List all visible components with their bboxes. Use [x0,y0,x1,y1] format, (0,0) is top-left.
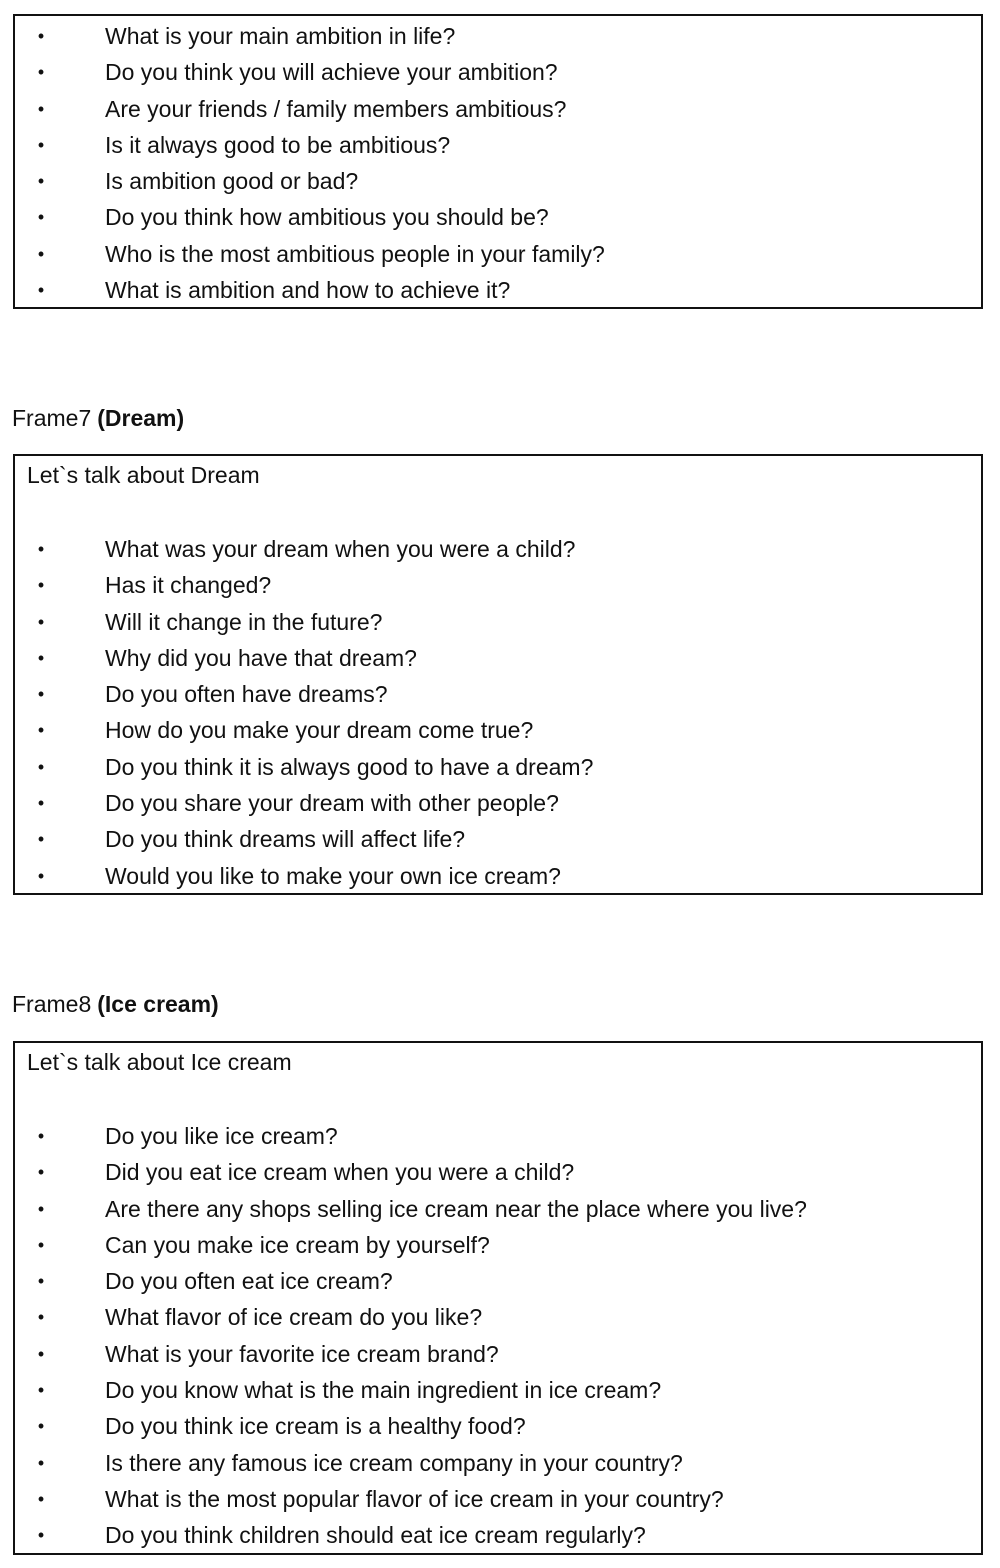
bullet-icon: • [37,1488,45,1509]
question-item [15,1191,981,1227]
frame8-topic: (Ice cream) [97,991,219,1017]
question-text: Do you think ice cream is a healthy food? [105,1413,526,1440]
question-item [15,749,981,785]
question-text: Who is the most ambitious people in your family? [105,240,605,267]
dream-question-list [15,531,981,894]
question-text: Do you think children should eat ice cream regularly? [105,1522,646,1549]
question-item [15,1154,981,1190]
frame7-label: Frame7 [12,405,92,431]
question-item [15,1299,981,1335]
question-item [15,1336,981,1372]
bullet-icon: • [37,720,45,741]
question-item [15,712,981,748]
question-item [15,272,981,308]
question-text: Would you like to make your own ice cream? [105,862,561,889]
question-text: What flavor of ice cream do you like? [105,1304,483,1331]
question-item [15,1263,981,1299]
question-item [15,1372,981,1408]
bullet-icon: • [37,62,45,83]
question-text: Will it change in the future? [105,608,383,635]
ice-cream-frame [13,1041,983,1555]
question-item [15,676,981,712]
question-item [15,1227,981,1263]
question-text: Is ambition good or bad? [105,168,359,195]
bullet-icon: • [37,684,45,705]
bullet-icon: • [37,171,45,192]
ambition-frame [13,14,983,309]
question-text: Do you think dreams will affect life? [105,826,466,853]
question-item [15,567,981,603]
question-text: Is there any famous ice cream company in your country? [105,1449,683,1476]
question-item [15,1118,981,1154]
question-text: Are there any shops selling ice cream near the place where you live? [105,1195,807,1222]
question-item [15,1517,981,1553]
question-item [15,1445,981,1481]
bullet-icon: • [37,865,45,886]
frame7-heading [12,404,184,432]
bullet-icon: • [37,756,45,777]
question-item [15,18,981,54]
bullet-icon: • [37,793,45,814]
question-text: What is the most popular flavor of ice cream in your country? [105,1485,724,1512]
question-item [15,604,981,640]
bullet-icon: • [37,98,45,119]
frame8-heading [12,990,219,1018]
bullet-icon: • [37,1452,45,1473]
bullet-icon: • [37,539,45,559]
question-text: Do you often eat ice cream? [105,1268,393,1295]
ice-cream-question-list [15,1118,981,1554]
question-text: Do you share your dream with other people? [105,790,559,817]
bullet-icon: • [37,1416,45,1437]
bullet-icon: • [37,134,45,155]
question-item [15,1408,981,1444]
frame7-topic: (Dream) [97,405,185,431]
question-item [15,127,981,163]
bullet-icon: • [37,1343,45,1364]
bullet-icon: • [37,280,45,301]
question-item [15,531,981,567]
question-text: Do you like ice cream? [105,1123,338,1149]
question-item [15,236,981,272]
bullet-icon: • [37,1271,45,1292]
bullet-icon: • [37,575,45,596]
question-text: What is your main ambition in life? [105,23,456,49]
question-item [15,821,981,857]
question-item [15,858,981,894]
bullet-icon: • [37,1126,45,1146]
bullet-icon: • [37,1198,45,1219]
ambition-question-list [15,18,981,308]
dream-intro: Let`s talk about Dream [27,462,260,488]
question-text: Has it changed? [105,572,272,599]
question-item [15,199,981,235]
bullet-icon: • [37,26,45,46]
question-text: Do you think it is always good to have a dream? [105,753,594,780]
bullet-icon: • [37,611,45,632]
bullet-icon: • [37,647,45,668]
bullet-icon: • [37,1525,45,1546]
question-text: Do you often have dreams? [105,681,388,708]
question-item [15,785,981,821]
question-item [15,1481,981,1517]
question-item [15,91,981,127]
question-item [15,54,981,90]
question-text: What is your favorite ice cream brand? [105,1340,499,1367]
question-text: Can you make ice cream by yourself? [105,1231,490,1258]
question-text: Do you think how ambitious you should be? [105,204,549,231]
bullet-icon: • [37,243,45,264]
question-text: What was your dream when you were a child? [105,536,576,562]
question-text: Did you eat ice cream when you were a child? [105,1159,575,1186]
question-text: Do you think you will achieve your ambition? [105,59,558,86]
question-text: How do you make your dream come true? [105,717,534,744]
question-text: Are your friends / family members ambitious? [105,95,567,122]
question-item [15,163,981,199]
ice-cream-intro: Let`s talk about Ice cream [27,1049,292,1075]
bullet-icon: • [37,1307,45,1328]
bullet-icon: • [37,1234,45,1255]
bullet-icon: • [37,829,45,850]
question-text: Why did you have that dream? [105,644,417,671]
question-text: Do you know what is the main ingredient in ice cream? [105,1377,662,1404]
bullet-icon: • [37,1162,45,1183]
dream-frame [13,454,983,895]
frame8-label: Frame8 [12,991,92,1017]
question-item [15,640,981,676]
bullet-icon: • [37,1380,45,1401]
bullet-icon: • [37,207,45,228]
question-text: Is it always good to be ambitious? [105,131,451,158]
question-text: What is ambition and how to achieve it? [105,277,511,304]
